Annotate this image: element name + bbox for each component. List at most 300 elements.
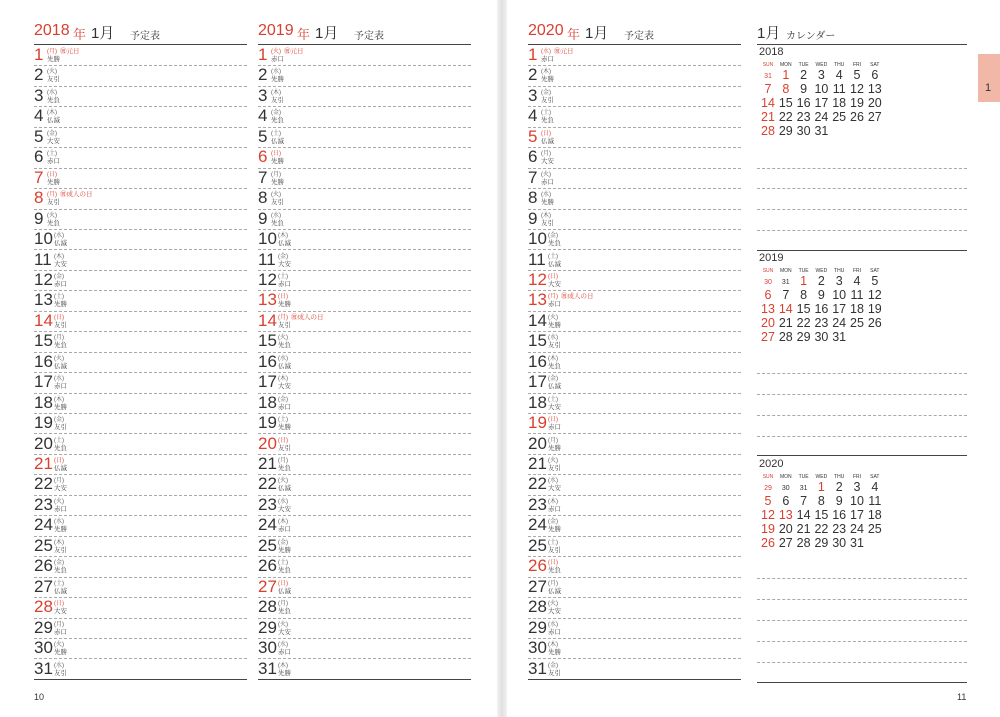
rokuyo-label: 友引 — [278, 321, 291, 329]
rokuyo-label: 先負 — [54, 567, 67, 575]
rokuyo-label: 先勝 — [54, 403, 67, 411]
day-number: 3 — [258, 85, 268, 105]
weekday-label: (水) — [271, 212, 281, 219]
weekday-label: (火) — [278, 335, 288, 342]
rokuyo-label: 友引 — [54, 424, 67, 432]
note-line — [757, 209, 967, 210]
calendar-day: 26 — [850, 110, 864, 124]
day-row — [34, 86, 247, 107]
rokuyo-label: 先負 — [47, 96, 60, 104]
day-row — [34, 413, 247, 434]
calendar-day: 25 — [832, 110, 847, 124]
day-row — [34, 311, 247, 332]
calendar-day: 4 — [853, 274, 861, 288]
weekday-label: (日) — [278, 580, 288, 587]
day-row — [528, 393, 741, 414]
calendar-day: 28 — [778, 330, 793, 344]
day-number: 6 — [528, 147, 538, 167]
weekday-label: (木) — [541, 212, 551, 219]
day-row — [528, 515, 741, 536]
weekday-label: (水) — [278, 642, 288, 649]
weekday-label: (火) — [271, 49, 281, 55]
calendar-day: 7 — [800, 494, 808, 508]
rokuyo-label: 先負 — [278, 342, 291, 350]
weekday-label: (金) — [47, 130, 57, 137]
calendar-year: 2019 — [759, 252, 784, 264]
rokuyo-label: 仏滅 — [548, 260, 561, 268]
rokuyo-label: 大安 — [548, 280, 561, 288]
day-number: 24 — [258, 515, 277, 535]
day-number: 21 — [528, 454, 547, 473]
weekday-label: (火) — [54, 355, 64, 362]
rokuyo-label: 先勝 — [548, 526, 561, 534]
note-line — [757, 436, 967, 437]
rokuyo-label: 先負 — [548, 567, 561, 575]
weekday-label: (金) — [278, 253, 288, 260]
day-number: 15 — [34, 331, 53, 351]
weekday-label: (土) — [548, 396, 558, 403]
day-row — [34, 65, 247, 86]
day-row — [34, 515, 247, 536]
rokuyo-label: 赤口 — [548, 628, 561, 636]
weekday-header: FRI — [852, 62, 862, 68]
calendar-day: 21 — [796, 522, 811, 536]
calendar-separator — [757, 682, 967, 683]
calendar-day: 18 — [850, 302, 864, 316]
day-row — [528, 229, 741, 250]
calendar-separator — [757, 250, 967, 251]
calendar-day: 3 — [853, 480, 861, 494]
day-number: 7 — [258, 167, 268, 187]
year-suffix: 年 — [297, 27, 311, 42]
weekday-label: (火) — [47, 212, 57, 219]
calendar-separator — [757, 455, 967, 456]
day-number: 27 — [528, 576, 547, 596]
weekday-label: (月) — [47, 49, 57, 55]
day-row — [258, 577, 471, 598]
weekday-header: MON — [779, 268, 792, 274]
calendar-day: 31 — [832, 330, 847, 344]
weekday-label: (火) — [541, 171, 551, 178]
day-number: 7 — [528, 167, 538, 187]
day-row — [258, 515, 471, 536]
weekday-label: (日) — [278, 437, 288, 444]
rokuyo-label: 大安 — [54, 485, 67, 493]
day-row — [528, 65, 741, 86]
rokuyo-label: 大安 — [54, 608, 67, 616]
calendar-day: 14 — [761, 96, 775, 110]
calendar-day: 27 — [761, 330, 775, 344]
day-row — [34, 331, 247, 352]
rokuyo-label: 先負 — [271, 117, 284, 125]
weekday-label: (日) — [54, 314, 64, 321]
day-row — [528, 270, 741, 291]
day-row — [528, 168, 741, 189]
weekday-label: (月) — [278, 314, 288, 321]
weekday-label: (火) — [278, 621, 288, 628]
day-number: 16 — [528, 351, 547, 371]
calendar-day: 30 — [832, 536, 847, 550]
note-line — [757, 188, 967, 189]
rokuyo-label: 先負 — [54, 342, 67, 350]
rokuyo-label: 友引 — [54, 669, 67, 677]
weekday-label: (火) — [271, 192, 281, 199]
day-number: 21 — [258, 454, 277, 473]
weekday-label: (土) — [54, 294, 64, 301]
day-row — [528, 86, 741, 107]
day-number: 8 — [528, 188, 538, 208]
day-row — [258, 168, 471, 189]
rokuyo-label: 仏滅 — [54, 240, 67, 248]
day-number: 26 — [258, 556, 277, 576]
day-number: 22 — [528, 474, 547, 494]
rokuyo-label: 仏滅 — [548, 383, 561, 391]
weekday-label: (月) — [54, 621, 64, 628]
previous-month-day: 30 — [781, 485, 790, 492]
day-number: 19 — [34, 413, 53, 433]
weekday-header: SAT — [870, 268, 880, 274]
rokuyo-label: 大安 — [278, 383, 291, 391]
weekday-label: (金) — [548, 233, 558, 240]
day-row — [34, 536, 247, 557]
calendar-day: 11 — [868, 494, 882, 508]
day-number: 31 — [34, 658, 53, 678]
day-row — [528, 127, 741, 148]
schedule-column-2019 — [258, 18, 471, 678]
day-row — [258, 270, 471, 291]
day-number: 28 — [258, 597, 277, 617]
day-row — [258, 209, 471, 230]
day-number: 2 — [258, 65, 268, 85]
calendar-day: 23 — [796, 110, 811, 124]
calendar-day: 14 — [796, 508, 811, 522]
calendar-month: 1月 — [757, 25, 781, 42]
schedule-label: 予定表 — [624, 31, 654, 42]
rokuyo-label: 仏滅 — [278, 485, 291, 493]
rokuyo-label: 友引 — [47, 76, 60, 84]
weekday-label: (土) — [54, 580, 64, 587]
rokuyo-label: 仏滅 — [541, 137, 554, 145]
calendar-day: 25 — [850, 316, 864, 330]
weekday-label: (金) — [54, 560, 64, 567]
day-row — [258, 106, 471, 127]
calendar-day: 15 — [796, 302, 811, 316]
rokuyo-label: 大安 — [47, 137, 60, 145]
weekday-header: TUE — [798, 268, 809, 274]
weekday-label: (水) — [541, 49, 551, 55]
holiday-label: ㊗成人の日 — [60, 191, 93, 199]
day-row — [258, 45, 471, 66]
calendar-day: 27 — [778, 536, 793, 550]
calendar-day: 16 — [796, 96, 811, 110]
weekday-label: (木) — [278, 376, 288, 383]
rokuyo-label: 仏滅 — [278, 587, 291, 595]
note-line — [757, 641, 967, 642]
day-row — [258, 556, 471, 577]
day-number: 15 — [528, 331, 547, 351]
previous-month-day: 31 — [764, 73, 772, 80]
weekday-label: (木) — [54, 539, 64, 546]
day-number: 8 — [258, 188, 268, 208]
day-row — [528, 352, 741, 373]
rokuyo-label: 友引 — [54, 546, 67, 554]
day-row — [34, 372, 247, 393]
weekday-header: MON — [779, 474, 792, 480]
day-row — [258, 331, 471, 352]
weekday-label: (水) — [47, 89, 57, 96]
calendar-day: 1 — [782, 68, 790, 82]
rokuyo-label: 赤口 — [54, 628, 67, 636]
day-number: 17 — [34, 372, 53, 392]
calendar-day: 12 — [850, 82, 864, 96]
calendar-day: 28 — [761, 124, 775, 138]
day-row — [258, 454, 471, 475]
note-line — [757, 230, 967, 231]
day-row — [528, 618, 741, 639]
rokuyo-label: 先勝 — [541, 199, 554, 207]
day-number: 29 — [34, 617, 53, 637]
day-number: 9 — [34, 208, 44, 228]
calendar-day: 9 — [800, 82, 808, 96]
rokuyo-label: 先勝 — [278, 546, 291, 554]
calendar-day: 20 — [761, 316, 775, 330]
weekday-label: (木) — [548, 642, 558, 649]
calendar-day: 24 — [832, 316, 847, 330]
calendar-day: 28 — [796, 536, 811, 550]
rokuyo-label: 先勝 — [54, 526, 67, 534]
day-number: 15 — [258, 331, 277, 351]
day-row — [34, 106, 247, 127]
weekday-label: (月) — [548, 580, 558, 587]
weekday-label: (木) — [47, 110, 57, 117]
calendar-day: 19 — [761, 522, 775, 536]
calendar-day: 4 — [835, 68, 843, 82]
calendar-day: 9 — [817, 288, 825, 302]
day-row — [258, 495, 471, 516]
day-number: 11 — [528, 249, 546, 269]
note-line — [757, 168, 967, 169]
day-number: 11 — [34, 249, 52, 269]
day-row — [34, 434, 247, 455]
day-number: 8 — [34, 188, 44, 208]
calendar-day: 12 — [761, 508, 775, 522]
rokuyo-label: 赤口 — [54, 280, 67, 288]
rokuyo-label: 先勝 — [278, 424, 291, 432]
day-number: 10 — [34, 229, 53, 249]
day-number: 12 — [34, 269, 53, 289]
note-line — [757, 599, 967, 600]
day-number: 7 — [34, 167, 44, 187]
day-row — [528, 311, 741, 332]
schedule-column-2018 — [34, 18, 247, 678]
calendar-day: 6 — [871, 68, 879, 82]
day-row — [528, 250, 741, 271]
weekday-label: (日) — [278, 294, 288, 301]
rokuyo-label: 先勝 — [278, 669, 291, 677]
rokuyo-label: 友引 — [271, 96, 284, 104]
rokuyo-label: 友引 — [541, 219, 554, 227]
rokuyo-label: 先勝 — [548, 321, 561, 329]
day-row — [528, 434, 741, 455]
weekday-label: (月) — [278, 601, 288, 608]
day-number: 20 — [34, 433, 53, 453]
calendar-day: 22 — [796, 316, 811, 330]
day-number: 13 — [34, 290, 53, 310]
day-number: 23 — [528, 494, 547, 514]
year-label: 2020 — [528, 22, 564, 39]
day-row — [258, 597, 471, 618]
day-row — [528, 659, 741, 680]
weekday-label: (木) — [54, 396, 64, 403]
calendar-day: 25 — [867, 522, 882, 536]
rokuyo-label: 仏滅 — [278, 240, 291, 248]
day-row — [258, 86, 471, 107]
weekday-label: (金) — [548, 376, 558, 383]
weekday-label: (月) — [548, 437, 558, 444]
weekday-label: (木) — [278, 519, 288, 526]
day-number: 10 — [258, 229, 277, 249]
day-row — [258, 127, 471, 148]
day-number: 20 — [258, 433, 277, 453]
calendar-day: 26 — [761, 536, 775, 550]
calendar-day: 12 — [867, 288, 882, 302]
calendar-header — [757, 18, 967, 45]
rokuyo-label: 先勝 — [541, 76, 554, 84]
rokuyo-label: 先勝 — [47, 178, 60, 186]
calendar-year: 2020 — [759, 458, 784, 470]
rokuyo-label: 友引 — [271, 199, 284, 207]
calendar-label: カレンダー — [786, 31, 836, 42]
calendar-day: 16 — [832, 508, 847, 522]
day-row — [258, 65, 471, 86]
weekday-label: (火) — [278, 478, 288, 485]
note-line — [757, 373, 967, 374]
day-number: 9 — [528, 208, 538, 228]
note-line — [757, 578, 967, 579]
calendar-day: 1 — [817, 480, 825, 494]
day-number: 30 — [258, 638, 277, 658]
weekday-label: (木) — [278, 662, 288, 669]
day-number: 29 — [258, 617, 277, 637]
day-row — [528, 188, 741, 209]
day-number: 18 — [258, 392, 277, 412]
weekday-header: WED — [815, 474, 828, 480]
rokuyo-label: 先負 — [47, 219, 60, 227]
holiday-label: ㊗成人の日 — [561, 293, 594, 301]
rokuyo-label: 赤口 — [278, 526, 291, 534]
weekday-label: (金) — [548, 662, 558, 669]
year-suffix: 年 — [73, 27, 87, 42]
day-number: 12 — [528, 269, 547, 289]
weekday-label: (火) — [54, 498, 64, 505]
weekday-header: FRI — [852, 268, 862, 274]
calendar-day: 4 — [871, 480, 879, 494]
holiday-label: ㊗元日 — [60, 48, 80, 55]
calendar-day: 30 — [814, 330, 829, 344]
day-number: 9 — [258, 208, 268, 228]
rokuyo-label: 先負 — [54, 444, 67, 452]
rokuyo-label: 先勝 — [54, 301, 67, 309]
column-header — [258, 18, 471, 45]
year-label: 2019 — [258, 22, 294, 39]
day-row — [258, 474, 471, 495]
rokuyo-label: 赤口 — [548, 505, 561, 513]
calendar-day: 26 — [867, 316, 882, 330]
weekday-header: THU — [834, 62, 845, 68]
day-row — [34, 454, 247, 475]
weekday-label: (土) — [278, 560, 288, 567]
day-row — [34, 229, 247, 250]
day-row — [34, 638, 247, 659]
page-number-right: 11 — [957, 692, 967, 702]
rokuyo-label: 友引 — [548, 342, 561, 350]
rokuyo-label: 友引 — [54, 321, 67, 329]
calendar-day: 2 — [800, 68, 808, 82]
day-number: 17 — [528, 372, 547, 392]
day-row — [528, 536, 741, 557]
rokuyo-label: 先負 — [271, 219, 284, 227]
day-row — [34, 474, 247, 495]
weekday-label: (日) — [47, 171, 57, 178]
day-row — [34, 147, 247, 168]
day-row — [34, 393, 247, 414]
weekday-label: (金) — [54, 417, 64, 424]
day-number: 25 — [258, 535, 277, 555]
weekday-label: (土) — [541, 110, 551, 117]
day-row — [528, 147, 741, 168]
day-row — [34, 290, 247, 311]
calendar-day: 2 — [817, 274, 825, 288]
weekday-label: (木) — [548, 498, 558, 505]
rokuyo-label: 友引 — [548, 546, 561, 554]
day-row — [34, 168, 247, 189]
rokuyo-label: 先勝 — [47, 56, 60, 63]
calendar-day: 8 — [800, 288, 808, 302]
day-number: 21 — [34, 454, 53, 473]
day-row — [528, 209, 741, 230]
day-row — [258, 352, 471, 373]
rokuyo-label: 赤口 — [548, 424, 561, 432]
rokuyo-label: 赤口 — [541, 178, 554, 186]
weekday-label: (金) — [541, 89, 551, 96]
calendar-day: 13 — [761, 302, 775, 316]
day-row — [258, 393, 471, 414]
day-row — [34, 495, 247, 516]
calendar-day: 29 — [814, 536, 829, 550]
rokuyo-label: 先負 — [278, 567, 291, 575]
rokuyo-label: 友引 — [541, 96, 554, 104]
calendar-day: 31 — [814, 124, 829, 138]
day-row — [34, 577, 247, 598]
day-number: 14 — [258, 310, 277, 330]
month-index-tab[interactable] — [978, 54, 1000, 102]
day-number: 6 — [34, 147, 44, 167]
day-number: 1 — [258, 45, 268, 64]
weekday-label: (水) — [278, 498, 288, 505]
weekday-label: (木) — [54, 253, 64, 260]
calendar-day: 14 — [778, 302, 793, 316]
weekday-label: (木) — [541, 69, 551, 76]
calendar-day: 27 — [867, 110, 882, 124]
weekday-label: (木) — [548, 355, 558, 362]
day-number: 11 — [258, 249, 276, 269]
weekday-header: TUE — [798, 62, 809, 68]
weekday-header: THU — [834, 268, 845, 274]
day-row — [528, 597, 741, 618]
rokuyo-label: 大安 — [278, 505, 291, 513]
weekday-label: (水) — [54, 662, 64, 669]
calendar-day: 22 — [778, 110, 793, 124]
